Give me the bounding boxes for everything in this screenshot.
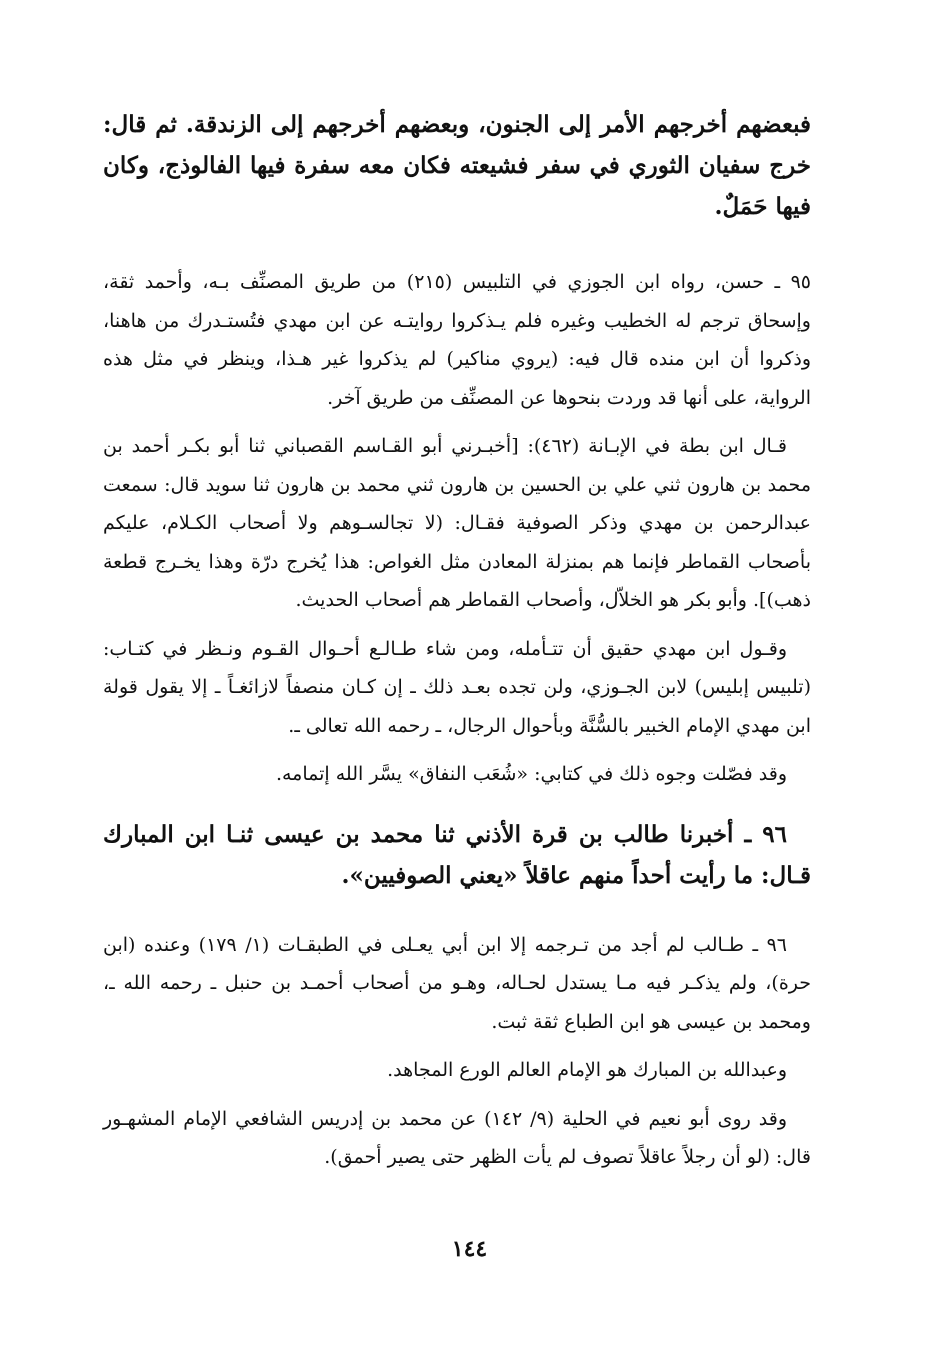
- ibn-mubarak-paragraph: وعبدالله بن المبارك هو الإمام العالم الورع المجاهد.: [387, 1059, 787, 1081]
- shuab-nifaq-paragraph: وقد فصّلت وجوه ذلك في كتابي: «شُعَب النفاق» يسَّر الله إتمامه.: [275, 763, 787, 785]
- ibn-mahdi-paragraph: وقـول ابن مهدي حقيق أن تتـأمله، ومن شاء طـالـع أحـوال القـوم ونـظر في كتـاب: (تلبيس إبليس) لابن الجـوزي، ولن تجده بعـد ذلك ـ إن كـان منصفاً لازائغـاً ـ إلا يقول قولة ابن مهدي الإمام الخبير بالسُّنَّة وبأحوال الرجال، ـ رحمه الله تعالى ـ.: [103, 637, 811, 737]
- abu-nuaim-paragraph: وقد روى أبو نعيم في الحلية (٩/ ١٤٢) عن محمد بن إدريس الشافعي الإمام المشهـور قال: (لو أن رجلاً عاقلاً تصوف لم يأت الظهر حتى يصير أحمق).: [103, 1107, 811, 1168]
- main-text-paragraph: فبعضهم أخرجهم الأمر إلى الجنون، وبعضهم أخرجهم إلى الزندقة. ثم قال: خرج سفيان الثوري في سفر فشيعته فكان معه سفرة فيها الفالوذج، وكان فيها حَمَلٌ.: [103, 111, 811, 220]
- ibn-batta-paragraph: قـال ابن بطة في الإبـانة (٤٦٢): [أخبـرني أبو القـاسم القصباني ثنا أبو بكـر أحمد بن محمد بن هارون ثني علي بن الحسين بن هارون ثني محمد بن هارون ثنا سويد قال: سمعت عبدالرحمن بن مهدي وذكر الصوفية فقـال: (لا تجالسـوهم ولا أصحاب الكـلام، عليكم بأصحاب القماطر فإنما هم بمنزلة المعادن مثل الغواص: هذا يُخرج درّة وهذا يخـرج قطعة ذهب)]. وأبو بكر هو الخلاّل، وأصحاب القماطر هم أصحاب الحديث.: [103, 435, 811, 611]
- footnote-96: ٩٦ ـ طـالب لم أجد من تـرجمه إلا ابن أبي يعـلى في الطبقـات (١/ ١٧٩) وعنده (ابن حرة)، ولم يذكـر فيه مـا يستدل لحـاله، وهـو من أصحاب أحمـد بن حنبل ـ رحمه الله ـ، ومحمد بن عيسى هو ابن الطباع ثقة ثبت.: [103, 933, 811, 1033]
- footnote-95: ٩٥ ـ حسن، رواه ابن الجوزي في التلبيس (٢١٥) من طريق المصنِّف بـه، وأحمد ثقة، وإسحاق ترجم له الخطيب وغيره فلم يـذكروا روايتـه عن ابن مهدي فتُستـدرك من هاهنا، وذكروا أن ابن منده قال فيه: (يروي مناكير) لم يذكروا غير هـذا، وينظر في مثل هذه الرواية، على أنها قد وردت بنحوها عن المصنِّف من طريق آخر.: [103, 271, 811, 409]
- main-text-96: ٩٦ ـ أخبرنا طالب بن قرة الأذني ثنا محمد بن عيسى ثنـا ابن المبارك قـال: ما رأيت أحداً منهم عاقلاً «يعني الصوفيين».: [103, 820, 811, 889]
- page-number: ١٤٤: [451, 1236, 488, 1262]
